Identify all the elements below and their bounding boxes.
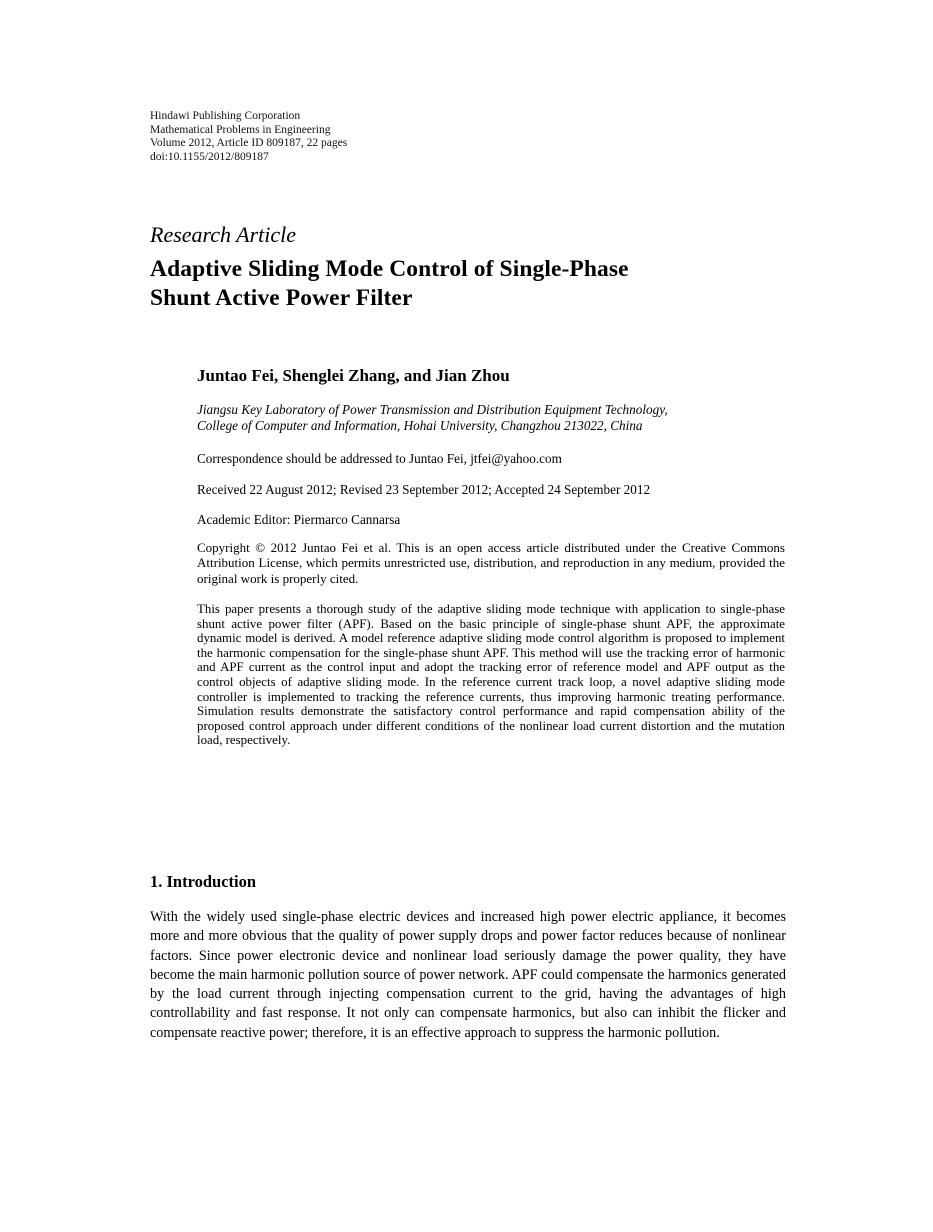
publisher-block <box>150 110 347 164</box>
publisher-name: Hindawi Publishing Corporation <box>150 110 301 122</box>
dates-line: Received 22 August 2012; Revised 23 September 2012; Accepted 24 September 2012 <box>197 482 651 497</box>
volume-info: Volume 2012, Article ID 809187, 22 pages <box>150 137 348 150</box>
academic-editor-line: Academic Editor: Piermarco Cannarsa <box>197 512 401 527</box>
affiliation-line-2: College of Computer and Information, Hohai University, Changzhou 213022, China <box>197 418 643 433</box>
introduction-paragraph: With the widely used single-phase electric devices and increased high power electric appliance, it becomes more and more obvious that the quality of power supply drops and power factor reduces because of nonlinear factors. Since power electronic device and nonlinear load seriously damage the power quality, they have become the main harmonic pollution source of power network. APF could compensate the harmonics generated by the load current through injecting compensation current to the grid, having the advantages of high controllability and fast response. It not only can compensate harmonics, but also can inhibit the flicker and compensate reactive power; therefore, it is an effective approach to suppress the harmonic pollution. <box>150 909 786 1041</box>
section-heading-introduction: 1. Introduction <box>150 872 257 891</box>
affiliation-block <box>197 402 668 434</box>
correspondence-line: Correspondence should be addressed to Juntao Fei, jtfei@yahoo.com <box>197 451 562 466</box>
doi: doi:10.1155/2012/809187 <box>150 150 269 163</box>
paper-title-line-2: Shunt Active Power Filter <box>150 285 413 311</box>
authors-line: Juntao Fei, Shenglei Zhang, and Jian Zhou <box>197 366 510 385</box>
affiliation-line-1: Jiangsu Key Laboratory of Power Transmission and Distribution Equipment Technology, <box>197 402 668 417</box>
paper-title-line-1: Adaptive Sliding Mode Control of Single-Phase <box>150 256 629 282</box>
abstract-paragraph: This paper presents a thorough study of the adaptive sliding mode technique with application to single-phase shunt active power filter (APF). Based on the basic principle of single-phase shunt APF, the approximate dynamic model is derived. A model reference adaptive sliding mode control algorithm is proposed to implement the harmonic compensation for the single-phase shunt APF. This method will use the tracking error of harmonic and APF current as the control input and adopt the tracking error of reference model and APF output as the control objects of adaptive sliding mode. In the reference current track loop, a novel adaptive sliding mode controller is implemented to tracking the reference currents, thus improving harmonic treating performance. Simulation results demonstrate the satisfactory control performance and rapid compensation ability of the proposed control approach under different conditions of the nonlinear load current distortion and the mutation load, respectively. <box>197 602 785 748</box>
paper-title <box>150 255 629 313</box>
copyright-paragraph: Copyright © 2012 Juntao Fei et al. This is an open access article distributed under the Creative Commons Attribution License, which permits unrestricted use, distribution, and reproduction in any medium, provided the original work is properly cited. <box>197 540 785 586</box>
article-type-label: Research Article <box>150 222 297 247</box>
journal-name: Mathematical Problems in Engineering <box>150 123 331 136</box>
